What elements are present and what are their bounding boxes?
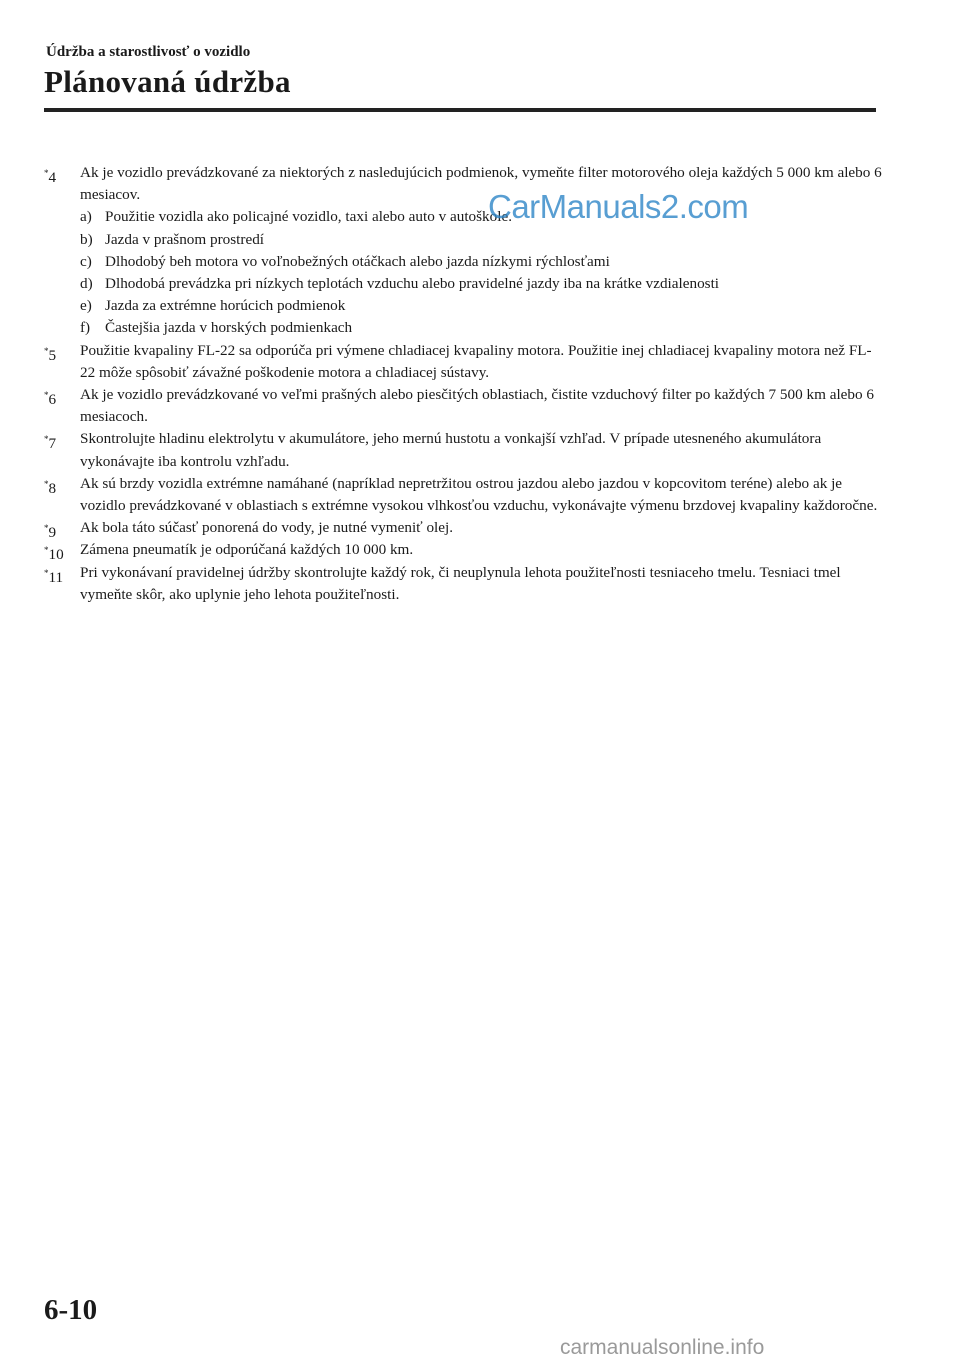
footnote: [44, 539, 884, 564]
footnote-text: Ak je vozidlo prevádzkované za niektorých z nasledujúcich podmienok, vymeňte filter motorového oleja každých 5 000 km alebo 6 mesiacov.: [80, 164, 882, 204]
footnote-number: [44, 340, 56, 367]
section-breadcrumb: Údržba a starostlivosť o vozidlo: [46, 44, 251, 60]
condition-text: Jazda v prašnom prostredí: [105, 230, 265, 248]
watermark-logo: CarManuals2.com: [488, 188, 749, 225]
condition-letter: f): [80, 319, 91, 337]
footnote-number: [44, 384, 56, 411]
footnote: [44, 562, 884, 606]
footnote-number-text: 8: [48, 479, 57, 497]
condition-text: Dlhodobá prevádzka pri nízkych teplotách vzduchu alebo pravidelné jazdy iba na krátke vzdialenosti: [105, 275, 720, 293]
footnote: [44, 162, 884, 340]
footnote: [44, 384, 884, 428]
condition-item: [80, 251, 884, 273]
condition-text: Jazda za extrémne horúcich podmienok: [105, 297, 346, 315]
footer-watermark: carmanualsonline.info: [560, 1336, 765, 1359]
footnote-marker: *: [44, 345, 49, 356]
footnote-number: [44, 562, 63, 589]
footnote-text: Pri vykonávaní pravidelnej údržby skontrolujte každý rok, či neuplynula lehota použiteľnosti tesniaceho tmelu. Tesniaci tmel vymeňte skôr, ako uplynie jeho lehota použiteľnosti.: [80, 563, 841, 603]
condition-item: [80, 206, 884, 228]
footnote-marker: *: [44, 390, 49, 401]
footnote-marker: *: [44, 523, 49, 534]
condition-letter: e): [80, 297, 92, 315]
footnote-marker: *: [44, 478, 49, 489]
footnote-number-text: 5: [48, 346, 57, 364]
condition-text: Použitie vozidla ako policajné vozidlo, taxi alebo auto v autoškole.: [105, 208, 512, 226]
page-title: Plánovaná údržba: [44, 64, 291, 99]
footnote-marker: *: [44, 567, 49, 578]
footnote: [44, 473, 884, 517]
footnote-number-text: 7: [48, 435, 57, 453]
page-number: 6-10: [44, 1294, 98, 1326]
condition-item: [80, 229, 884, 251]
footnote-number-text: 9: [48, 524, 57, 542]
footnote-text: Skontrolujte hladinu elektrolytu v akumulátore, jeho mernú hustotu a vonkajší vzhľad. V prípade utesneného akumulátora vykonávajte iba kontrolu vzhľadu.: [80, 430, 822, 470]
notes-list: [44, 162, 884, 606]
footnote-text: Zámena pneumatík je odporúčaná každých 10 000 km.: [80, 541, 414, 559]
footnote-number-text: 6: [48, 391, 57, 409]
footnote: [44, 428, 884, 472]
condition-item: [80, 273, 884, 295]
header-rule: [44, 108, 876, 112]
condition-letter: b): [80, 230, 93, 248]
footnote-text: Použitie kvapaliny FL-22 sa odporúča pri výmene chladiacej kvapaliny motora. Použitie inej chladiacej kvapaliny motora než FL-22 môže spôsobiť závažné poškodenie motora a chladiacej sústavy.: [80, 341, 872, 381]
condition-letter: c): [80, 252, 92, 270]
condition-item: [80, 317, 884, 339]
footnote-number-text: 4: [48, 169, 57, 186]
footnote-text: Ak sú brzdy vozidla extrémne namáhané (napríklad nepretržitou ostrou jazdou alebo jazdou v kopcovitom teréne) alebo ak je vozidlo prevádzkované v oblastiach s extrémne vysokou vlhkosťou vzduchu, vykonávajte výmenu brzdovej kvapaliny každoročne.: [80, 474, 878, 515]
condition-item: [80, 295, 884, 317]
footnote-marker: *: [44, 545, 49, 556]
condition-letter: d): [80, 275, 93, 293]
condition-text: Dlhodobý beh motora vo voľnobežných otáčkach alebo jazda nízkymi rýchlosťami: [105, 252, 610, 270]
footnote-number: [44, 473, 56, 500]
footnote-marker: *: [44, 168, 49, 178]
footnote-number-text: 11: [48, 568, 64, 586]
footnote: [44, 340, 884, 384]
condition-letter: a): [80, 208, 92, 226]
footnote: [44, 517, 884, 542]
condition-text: Častejšia jazda v horských podmienkach: [105, 319, 353, 337]
footnote-number-text: 10: [48, 546, 64, 564]
footnote-marker: *: [44, 434, 49, 445]
footnote-number: [44, 428, 56, 455]
footnote-text: Ak je vozidlo prevádzkované vo veľmi prašných alebo piesčitých oblastiach, čistite vzduchový filter po každých 7 500 km alebo 6 mesiacoch.: [80, 386, 874, 426]
footnote-text: Ak bola táto súčasť ponorená do vody, je nutné vymeniť olej.: [80, 519, 454, 537]
footnote-number: [44, 162, 56, 189]
